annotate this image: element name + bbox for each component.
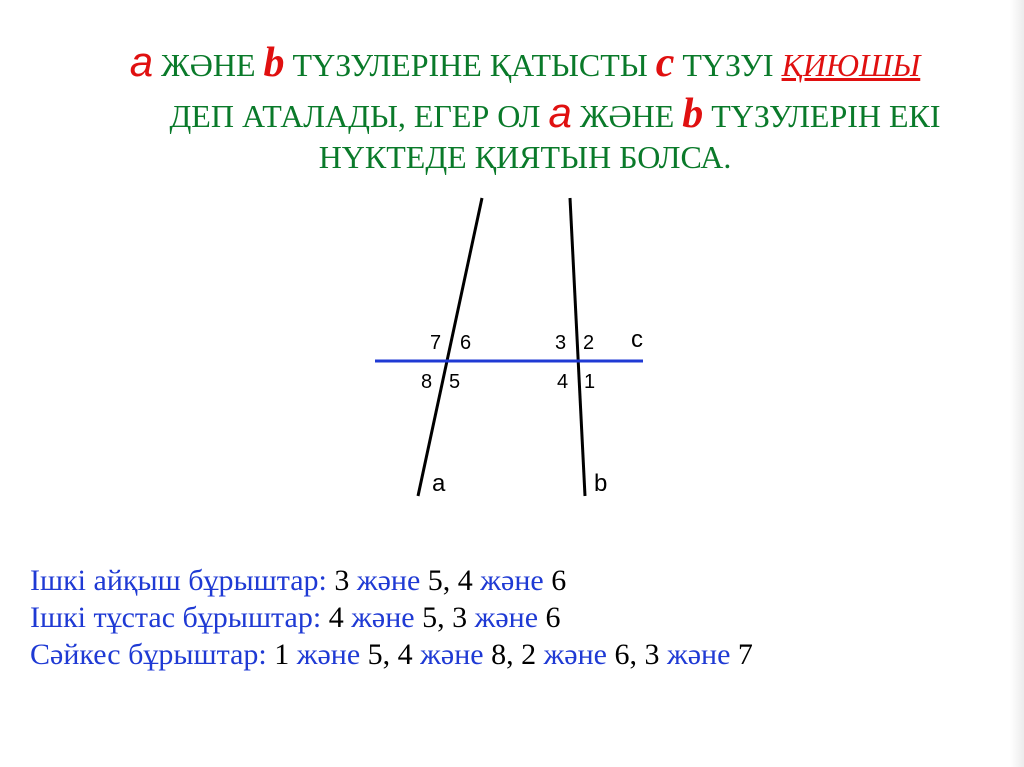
angle-number: 5, [367,638,391,671]
angle-number: 3 [644,638,660,671]
title-line-3: НҮКТЕДЕ ҚИЯТЫН БОЛСА. [318,139,732,175]
line-label-a: a [432,470,446,497]
var-a: a [129,38,154,85]
fact-label: Ішкі тұстас бұрыштар: [30,601,322,634]
title-text: ТҮЗУЛЕРІН ЕКІ [703,98,941,134]
angle-number: 1 [274,638,290,671]
angle-number: 2 [521,638,537,671]
title-text: ЖӘНЕ [571,98,683,134]
angle-label-1: 1 [584,371,596,393]
angle-label-5: 5 [449,371,461,393]
angle-number: 8, [491,638,514,671]
title-text: ТҮЗУЛЕРІНЕ ҚАТЫСТЫ [284,47,656,83]
angle-label-6: 6 [460,332,472,354]
conjunction: және [480,564,544,597]
fact-label: Сәйкес бұрыштар: [30,638,267,671]
angle-label-7: 7 [430,332,442,354]
angle-number: 7 [737,638,753,671]
fact-corresponding [30,636,1010,673]
angle-number: 6 [545,601,561,634]
angle-label-3: 3 [555,332,567,354]
var-a: a [548,89,572,136]
angle-number: 4 [328,601,344,634]
angle-label-4: 4 [557,371,569,393]
conjunction: және [296,638,361,671]
var-b: b [263,40,285,86]
conjunction: және [543,638,607,671]
angle-number: 6 [551,564,567,597]
title-text: ДЕП АТАЛАДЫ, ЕГЕР ОЛ [169,98,549,134]
angle-number: 6, [614,638,637,671]
var-c: c [655,40,675,86]
angle-number: 3 [452,601,468,634]
angle-number: 3 [334,564,350,597]
conjunction: және [420,638,484,671]
line-label-c: c [631,326,643,353]
angle-number: 4 [457,564,473,597]
conjunction: және [667,638,731,671]
var-b: b [682,91,704,137]
title-text: ТҮЗУІ [674,47,782,83]
line-a [418,198,482,496]
term-transversal: ҚИЮШЫ [781,47,921,83]
fact-label: Ішкі айқыш бұрыштар: [30,564,327,597]
title-text: ЖӘНЕ [153,47,264,83]
conjunction: және [474,601,539,634]
angle-number: 4 [397,638,413,671]
angle-number: 5, [422,601,445,634]
fact-alternate-interior [30,562,1010,599]
angle-label-8: 8 [421,371,433,393]
angle-label-2: 2 [583,332,595,354]
conjunction: және [351,601,415,634]
angle-facts [30,562,1010,673]
line-label-b: b [594,470,608,497]
fact-co-interior [30,599,1010,636]
conjunction: және [356,564,421,597]
angle-number: 5, [427,564,451,597]
